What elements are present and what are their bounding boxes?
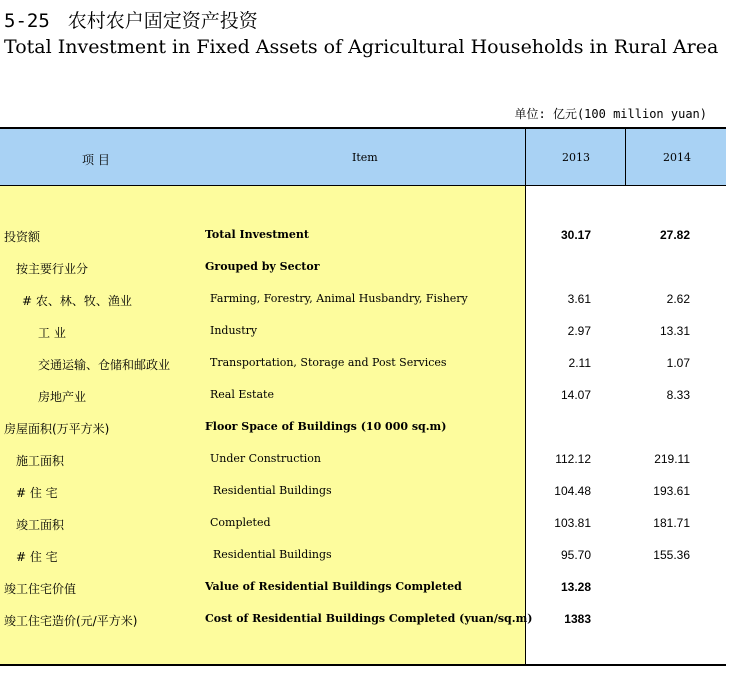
- row-label-cn: 竣工住宅价值: [4, 582, 77, 596]
- table-title-cn-text: 农村农户固定资产投资: [67, 10, 258, 32]
- value-2014: 155.36: [653, 548, 690, 562]
- table-row: [0, 385, 726, 407]
- table-row: [0, 545, 726, 567]
- row-label-cn: # 住 宅: [16, 486, 58, 500]
- value-2013: 1383: [564, 612, 591, 626]
- table-row: [0, 225, 726, 247]
- table-title-cn: [4, 6, 258, 33]
- header-item-en: Item: [352, 151, 378, 164]
- value-2013: 13.28: [560, 580, 591, 594]
- table-row: [0, 417, 726, 439]
- table-header: [0, 129, 726, 186]
- value-2013: 103.81: [554, 516, 591, 530]
- table-row: [0, 609, 726, 631]
- row-label-cn: 交通运输、仓储和邮政业: [38, 358, 171, 372]
- row-label-en: Transportation, Storage and Post Services: [210, 356, 447, 369]
- value-2014: 8.33: [666, 388, 690, 402]
- table-row: [0, 289, 726, 311]
- table-row: [0, 513, 726, 535]
- header-item-cn: 项 目: [82, 153, 110, 167]
- table-row: [0, 321, 726, 343]
- row-label-en: Total Investment: [205, 228, 310, 241]
- row-label-en: Under Construction: [210, 452, 321, 465]
- unit-label: 单位: 亿元(100 million yuan): [514, 107, 707, 121]
- table-row: [0, 577, 726, 599]
- value-2013: 3.61: [567, 292, 591, 306]
- table-row: [0, 481, 726, 503]
- header-year-2014: 2014: [663, 151, 691, 164]
- value-2013: 95.70: [560, 548, 591, 562]
- table-row: [0, 257, 726, 279]
- table-number: 5-25: [4, 10, 50, 32]
- row-label-en: Grouped by Sector: [205, 260, 320, 273]
- value-2013: 14.07: [560, 388, 591, 402]
- value-2014: 1.07: [666, 356, 690, 370]
- value-2013: 30.17: [560, 228, 591, 242]
- row-label-en: Residential Buildings: [213, 484, 332, 497]
- value-2014: 13.31: [659, 324, 690, 338]
- column-divider-2: [625, 129, 626, 185]
- row-label-cn: 按主要行业分: [16, 262, 89, 276]
- row-label-en: Completed: [210, 516, 271, 529]
- row-label-en: Cost of Residential Buildings Completed (yuan/sq.m): [205, 612, 533, 625]
- value-2014: 2.62: [666, 292, 690, 306]
- row-label-cn: 工 业: [38, 326, 66, 340]
- value-2014: 181.71: [653, 516, 690, 530]
- value-2013: 104.48: [554, 484, 591, 498]
- table-title-en: Total Investment in Fixed Assets of Agricultural Households in Rural Area: [4, 36, 719, 58]
- row-label-cn: 投资额: [4, 230, 41, 244]
- value-2013: 112.12: [555, 452, 591, 466]
- row-label-en: Value of Residential Buildings Completed: [205, 580, 462, 593]
- row-label-en: Residential Buildings: [213, 548, 332, 561]
- value-2013: 2.97: [567, 324, 591, 338]
- value-2013: 2.11: [568, 356, 591, 370]
- row-label-en: Farming, Forestry, Animal Husbandry, Fishery: [210, 292, 468, 305]
- header-year-2013: 2013: [562, 151, 590, 164]
- row-label-cn: 房地产业: [38, 390, 87, 404]
- row-label-en: Industry: [210, 324, 258, 337]
- value-2014: 27.82: [659, 228, 690, 242]
- row-label-cn: 竣工面积: [16, 518, 65, 532]
- row-label-cn: 竣工住宅造价(元/平方米): [4, 614, 138, 628]
- row-label-cn: 施工面积: [16, 454, 65, 468]
- table-bottom-rule: [0, 664, 726, 666]
- row-label-cn: # 住 宅: [16, 550, 58, 564]
- row-label-cn: # 农、林、牧、渔业: [22, 294, 132, 308]
- row-label-en: Floor Space of Buildings (10 000 sq.m): [205, 420, 447, 433]
- table-row: [0, 353, 726, 375]
- row-label-en: Real Estate: [210, 388, 274, 401]
- row-label-cn: 房屋面积(万平方米): [4, 422, 110, 436]
- value-2014: 219.11: [654, 452, 690, 466]
- table-row: [0, 449, 726, 471]
- value-2014: 193.61: [653, 484, 690, 498]
